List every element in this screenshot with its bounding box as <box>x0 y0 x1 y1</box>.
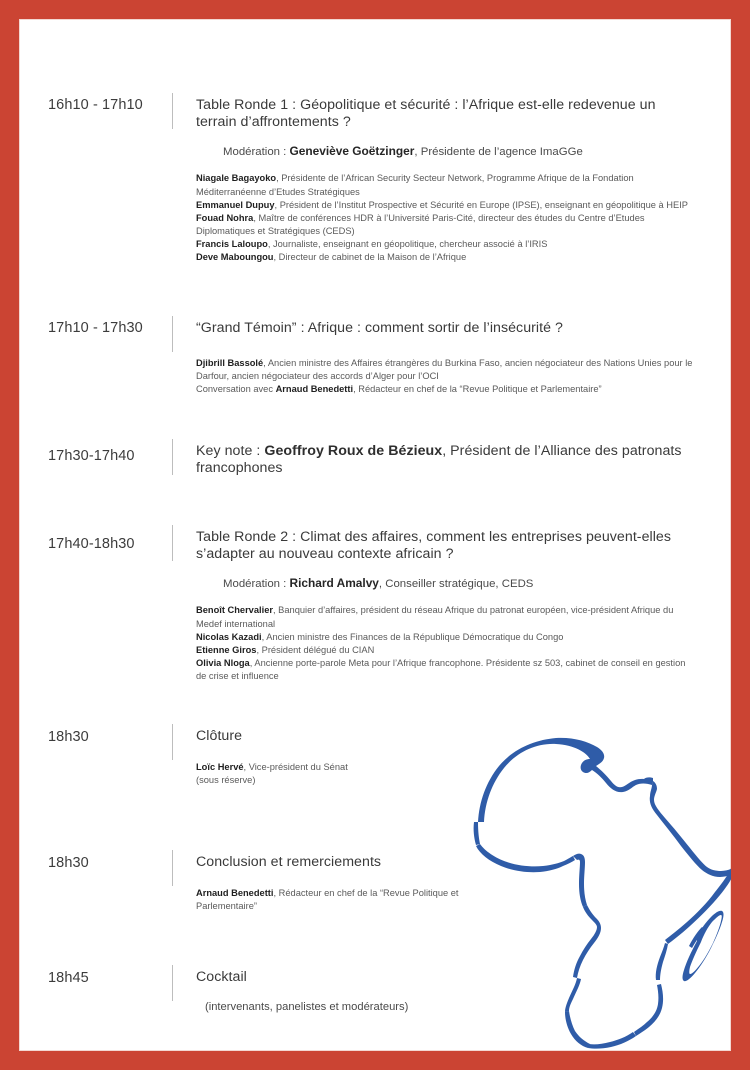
agenda-divider <box>172 93 173 129</box>
speaker-name: Olivia Nloga <box>196 658 250 669</box>
agenda-speakers <box>196 604 696 683</box>
moderation-name: Geneviève Goëtzinger <box>289 143 415 158</box>
reserve-note: (sous réserve) <box>196 774 256 785</box>
speaker-name: Fouad Nohra <box>196 212 254 223</box>
speaker-role: , Journaliste, enseignant en géopolitique, chercheur associé à l’IRIS <box>267 239 548 250</box>
speaker-name: Niagale Bagayoko <box>196 173 277 184</box>
speaker-entry <box>196 631 696 644</box>
moderation-role: , Présidente de l’agence ImaGGe <box>414 145 583 158</box>
speaker-role: , Rédacteur en chef de la “Revue Politique et Parlementaire” <box>196 887 459 911</box>
agenda-time: 18h30 <box>48 855 89 871</box>
agenda-heading: Clôture <box>196 728 243 744</box>
agenda-heading: Conclusion et remerciements <box>196 854 382 870</box>
speaker-name: Loïc Hervé <box>196 761 244 772</box>
agenda-heading: Table Ronde 1 : Géopolitique et sécurité : l’Afrique est-elle redevenue un terrain d’affrontements ? <box>196 97 656 130</box>
moderation-name: Richard Amalvy <box>289 575 379 590</box>
agenda-body <box>196 443 696 477</box>
speaker-entry <box>196 657 696 683</box>
speaker-name: Benoît Chervalier <box>196 605 273 616</box>
conversation-entry <box>196 383 696 396</box>
agenda-divider <box>172 525 173 561</box>
speaker-entry <box>196 761 696 774</box>
moderation-label: Modération : <box>223 145 290 158</box>
keynote-label: Key note : <box>196 443 265 459</box>
speaker-role: , Vice-président du Sénat <box>243 761 348 772</box>
agenda-heading <box>196 443 696 477</box>
agenda-time: 17h10 - 17h30 <box>48 320 143 336</box>
agenda-heading: “Grand Témoin” : Afrique : comment sortir de l’insécurité ? <box>196 320 563 336</box>
agenda-body <box>196 969 696 1013</box>
agenda-body <box>196 728 696 787</box>
keynote-role: , Président de l’Alliance des patronats francophones <box>196 443 682 476</box>
speaker-entry <box>196 887 496 913</box>
agenda-body <box>196 529 696 683</box>
speaker-name: Deve Maboungou <box>196 252 274 263</box>
speaker-name: Arnaud Benedetti <box>196 887 274 898</box>
agenda-divider <box>172 850 173 886</box>
speaker-role: , Ancien ministre des Finances de la République Démocratique du Congo <box>261 631 564 642</box>
speaker-entry <box>196 644 696 657</box>
speaker-entry <box>196 212 696 238</box>
agenda-speakers <box>196 357 696 397</box>
keynote-name: Geoffroy Roux de Bézieux <box>264 443 443 459</box>
speaker-entry <box>196 604 696 630</box>
agenda-speakers <box>196 887 496 913</box>
conversation-name: Arnaud Benedetti <box>275 384 354 395</box>
speaker-role: , Présidente de l’African Security Secteur Network, Programme Afrique de la Fondation Méditerranéenne d’Etudes Stratégiques <box>196 173 634 197</box>
speaker-role: , Ancien ministre des Affaires étrangères du Burkina Faso, ancien négociateur des Nations Unies pour le Darfour, ancien négociateur des accords d’Alger pour l’OCI <box>196 357 693 381</box>
agenda-heading: Cocktail <box>196 969 247 985</box>
speaker-name: Djibrill Bassolé <box>196 357 264 368</box>
agenda-body <box>196 97 696 265</box>
agenda-moderation <box>223 144 696 160</box>
speaker-entry <box>196 199 696 212</box>
agenda-divider <box>172 439 173 475</box>
agenda-divider <box>172 316 173 352</box>
conversation-label: Conversation avec <box>196 384 276 395</box>
moderation-label: Modération : <box>223 577 290 590</box>
speaker-entry <box>196 238 696 251</box>
speaker-entry <box>196 172 696 198</box>
agenda-speakers <box>196 761 696 787</box>
speaker-role: , Directeur de cabinet de la Maison de l’Afrique <box>273 252 467 263</box>
speaker-role: , Maître de conférences HDR à l’Université Paris-Cité, directeur des études du Centre d’Etudes Diplomatiques et Stratégiques (CEDS) <box>196 212 645 237</box>
speaker-role: , Président délégué du CIAN <box>256 644 375 655</box>
agenda-divider <box>172 965 173 1001</box>
speaker-role: , Président de l’Institut Prospective et Sécurité en Europe (IPSE), enseignant en géopolitique à HEIP <box>274 199 688 210</box>
speaker-role: , Ancienne porte-parole Meta pour l’Afrique francophone. Présidente sz 503, cabinet de conseil en gestion de crise et influence <box>196 658 686 682</box>
agenda-body <box>196 320 696 396</box>
speaker-name: Francis Laloupo <box>196 239 268 250</box>
cocktail-note: (intervenants, panelistes et modérateurs) <box>205 1000 409 1013</box>
speaker-name: Emmanuel Dupuy <box>196 199 275 210</box>
moderation-role: , Conseiller stratégique, CEDS <box>378 577 534 590</box>
agenda-time: 18h30 <box>48 729 89 745</box>
speaker-entry <box>196 251 696 264</box>
speaker-name: Nicolas Kazadi <box>196 631 262 642</box>
speaker-role: , Banquier d’affaires, président du réseau Afrique du patronat européen, vice-président Afrique du Medef international <box>196 605 674 629</box>
agenda-time: 17h40-18h30 <box>48 536 135 552</box>
agenda-divider <box>172 724 173 760</box>
speaker-name: Etienne Giros <box>196 644 257 655</box>
conversation-role: , Rédacteur en chef de la “Revue Politique et Parlementaire” <box>353 384 602 395</box>
agenda-time: 16h10 - 17h10 <box>48 97 143 113</box>
speaker-entry <box>196 357 696 383</box>
agenda-time: 18h45 <box>48 970 89 986</box>
agenda-body <box>196 854 496 913</box>
agenda-moderation <box>223 576 696 592</box>
agenda-time: 17h30-17h40 <box>48 448 135 464</box>
agenda-speakers <box>196 172 696 264</box>
agenda-heading: Table Ronde 2 : Climat des affaires, comment les entreprises peuvent-elles s’adapter au nouveau contexte africain ? <box>196 529 672 562</box>
